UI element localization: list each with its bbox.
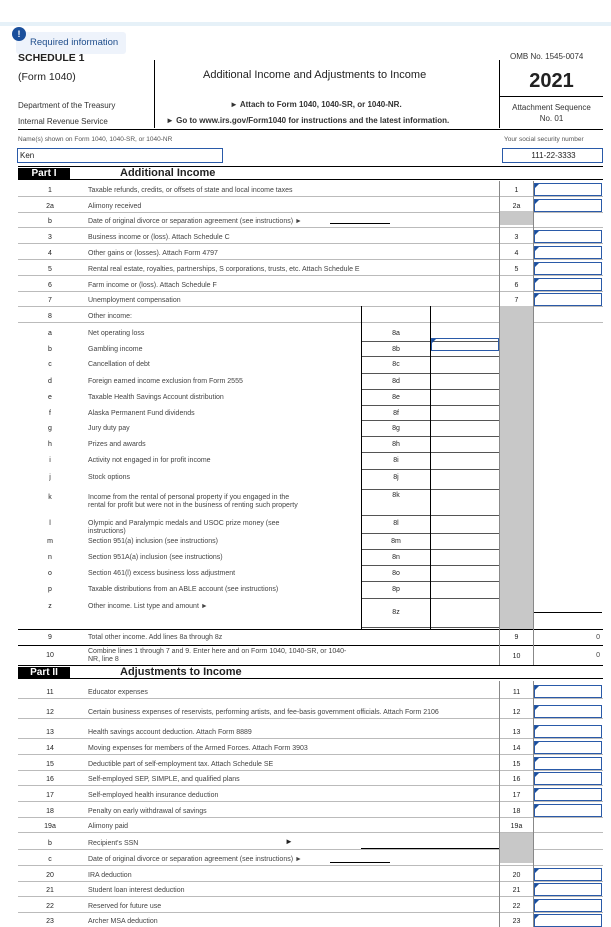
- line-9-num: 9: [48, 634, 52, 641]
- box-21: 21: [512, 887, 521, 894]
- schedule-label: SCHEDULE 1: [18, 52, 85, 62]
- subbox-8l: 8l: [393, 520, 399, 527]
- amount-input-7[interactable]: [534, 293, 602, 306]
- subline-letter: b: [48, 346, 52, 353]
- amount-input-3[interactable]: [534, 230, 602, 243]
- amount-input-1[interactable]: [534, 183, 602, 196]
- line-text: Reserved for future use: [88, 903, 162, 910]
- subline-text: Activity not engaged in for profit income: [88, 457, 211, 464]
- subline-text: Section 461(l) excess business loss adjustment: [88, 570, 236, 577]
- subbox-8g: 8g: [392, 425, 400, 432]
- line-text: Certain business expenses of reservists, performing artists, and fee-basis government officials. Attach Form 2106: [88, 709, 439, 716]
- box-7: 7: [514, 297, 519, 304]
- amount-input-13[interactable]: [534, 725, 602, 738]
- line-num: 11: [46, 689, 54, 696]
- line-num: 8: [48, 313, 52, 320]
- subbox-8a: 8a: [392, 330, 400, 337]
- subline-letter: j: [49, 474, 51, 481]
- subline-text: Section 951A(a) inclusion (see instructions): [88, 554, 223, 561]
- part2-title: Adjustments to Income: [120, 666, 242, 678]
- part1-title: Additional Income: [120, 167, 216, 179]
- line-text: Unemployment compensation: [88, 297, 181, 304]
- line-num: 16: [46, 776, 54, 783]
- shade-19b-c: [500, 833, 533, 863]
- line-text: Other gains or (losses). Attach Form 4797: [88, 250, 218, 257]
- subbox-8o: 8o: [392, 570, 400, 577]
- name-label: Name(s) shown on Form 1040, 1040-SR, or 1040-NR: [18, 136, 173, 143]
- line-num: 5: [48, 266, 52, 273]
- subline-text: Net operating loss: [88, 330, 145, 337]
- subline-text: Jury duty pay: [88, 425, 130, 432]
- subbox-8n: 8n: [392, 554, 400, 561]
- required-info-badge[interactable]: Required information: [16, 32, 126, 54]
- line-text: Recipient's SSN: [88, 840, 139, 847]
- amount-input-17[interactable]: [534, 788, 602, 801]
- box-19a: 19a: [510, 823, 523, 830]
- subline-text: Olympic and Paralympic medals and USOC prize money (see instructions): [88, 520, 280, 535]
- line-num: 7: [48, 297, 52, 304]
- line-10-text: Combine lines 1 through 7 and 9. Enter here and on Form 1040, 1040-SR, or 1040-NR, line 8: [88, 648, 347, 663]
- subbox-8d: 8d: [392, 378, 400, 385]
- line-num: b: [48, 218, 52, 225]
- line-text: Alimony paid: [88, 823, 129, 830]
- box-11: 11: [512, 689, 521, 696]
- line-num: 14: [46, 745, 54, 752]
- subbox-8e: 8e: [392, 394, 400, 401]
- line-text: Student loan interest deduction: [88, 887, 185, 894]
- box-20: 20: [512, 872, 521, 879]
- subline-letter: n: [48, 554, 52, 561]
- box-6: 6: [514, 282, 519, 289]
- line-num: 3: [48, 234, 52, 241]
- subline-text: Section 951(a) inclusion (see instructions): [88, 538, 218, 545]
- line-9-value: 0: [596, 634, 600, 641]
- box-23: 23: [512, 918, 521, 925]
- line-text: Alimony received: [88, 203, 142, 210]
- line-text: Health savings account deduction. Attach Form 8889: [88, 729, 252, 736]
- box-3: 3: [514, 234, 519, 241]
- top-bar: [0, 22, 611, 26]
- line-text: Date of original divorce or separation agreement (see instructions) ►: [88, 218, 302, 225]
- line-num: 23: [46, 918, 54, 925]
- box-16: 16: [512, 776, 521, 783]
- subline-letter: m: [47, 538, 53, 545]
- line-text: Educator expenses: [88, 689, 148, 696]
- line-text: Rental real estate, royalties, partnerships, S corporations, trusts, etc. Attach Schedule E: [88, 266, 360, 273]
- box-5: 5: [514, 266, 519, 273]
- line-num: 4: [48, 250, 52, 257]
- line-text: Date of original divorce or separation agreement (see instructions) ►: [88, 856, 302, 863]
- box-9: 9: [514, 634, 519, 641]
- line-num: 17: [46, 792, 54, 799]
- ssn-label: Your social security number: [504, 136, 584, 143]
- line-text: Archer MSA deduction: [88, 918, 158, 925]
- part2-label: Part II: [18, 667, 70, 679]
- box-14: 14: [512, 745, 521, 752]
- amount-input-15[interactable]: [534, 757, 602, 770]
- amount-input-12[interactable]: [534, 705, 602, 718]
- subline-text: Other income. List type and amount ►: [88, 603, 208, 610]
- subline-letter: c: [48, 361, 52, 368]
- line-num: b: [48, 840, 52, 847]
- subline-text: Stock options: [88, 474, 131, 481]
- line-num: 15: [46, 761, 54, 768]
- subline-text: Taxable distributions from an ABLE account (see instructions): [88, 586, 279, 593]
- subbox-8z: 8z: [392, 609, 400, 616]
- line-text: Taxable refunds, credits, or offsets of state and local income taxes: [88, 187, 293, 194]
- subline-text: Cancellation of debt: [88, 361, 150, 368]
- line-num: 2a: [46, 203, 54, 210]
- line-text: Farm income or (loss). Attach Schedule F: [88, 282, 217, 289]
- subline-letter: k: [48, 494, 52, 501]
- subline-text: Foreign earned income exclusion from Form 2555: [88, 378, 243, 385]
- subline-letter: g: [48, 425, 52, 432]
- subbox-8k: 8k: [392, 492, 400, 499]
- name-input[interactable]: Ken: [17, 148, 223, 163]
- line-10-num: 10: [46, 652, 54, 659]
- subbox-8j: 8j: [393, 474, 399, 481]
- attach-instruction: ► Attach to Form 1040, 1040-SR, or 1040-NR.: [230, 100, 402, 109]
- subline-letter: i: [49, 457, 51, 464]
- goto-instruction: ► Go to www.irs.gov/Form1040 for instructions and the latest information.: [166, 116, 450, 125]
- amount-input-6[interactable]: [534, 278, 602, 291]
- amount-input-4[interactable]: [534, 246, 602, 259]
- line-num: 21: [46, 887, 54, 894]
- subline-text: Income from the rental of personal property if you engaged in the rental for profit but were not in the business of renting such property: [88, 494, 298, 509]
- line-text: Deductible part of self-employment tax. Attach Schedule SE: [88, 761, 274, 768]
- ssn-input[interactable]: 111-22-3333: [502, 148, 603, 163]
- sequence-no: No. 01: [539, 114, 564, 123]
- box-10: 10: [512, 653, 521, 660]
- form-title: Additional Income and Adjustments to Income: [203, 69, 427, 81]
- subline-letter: e: [48, 394, 52, 401]
- line-text: Self-employed SEP, SIMPLE, and qualified plans: [88, 776, 240, 783]
- subline-letter: a: [48, 330, 52, 337]
- amount-input-2a[interactable]: [534, 199, 602, 212]
- attachment-sequence: Attachment Sequence: [512, 103, 591, 112]
- subline-text: Gambling income: [88, 346, 143, 353]
- subbox-8h: 8h: [392, 441, 400, 448]
- subbox-8i: 8i: [393, 457, 399, 464]
- subbox-8p: 8p: [392, 586, 400, 593]
- subline-letter: d: [48, 378, 52, 385]
- line-num: 13: [46, 729, 54, 736]
- amount-input-18[interactable]: [534, 804, 602, 817]
- line-text: IRA deduction: [88, 872, 132, 879]
- subline-letter: z: [48, 603, 52, 610]
- omb-number: OMB No. 1545-0074: [510, 52, 584, 60]
- line-text: Self-employed health insurance deduction: [88, 792, 219, 799]
- part1-label: Part I: [18, 168, 70, 180]
- arrow-icon: ►: [285, 837, 293, 846]
- amount-input-23[interactable]: [534, 914, 602, 927]
- subline-letter: o: [48, 570, 52, 577]
- box-13: 13: [512, 729, 521, 736]
- line-num: 6: [48, 282, 52, 289]
- line-num: 19a: [44, 823, 56, 830]
- part1-header: [18, 168, 603, 180]
- subline-letter: f: [49, 410, 51, 417]
- line-num: 12: [46, 709, 54, 716]
- subbox-8f: 8f: [393, 410, 399, 417]
- subline-letter: h: [48, 441, 52, 448]
- line-text: Penalty on early withdrawal of savings: [88, 808, 207, 815]
- line-num: 18: [46, 808, 54, 815]
- subline-text: Taxable Health Savings Account distribution: [88, 394, 224, 401]
- line-num: 22: [46, 903, 54, 910]
- amount-input-14[interactable]: [534, 741, 602, 754]
- box-4: 4: [514, 250, 519, 257]
- box-22: 22: [512, 903, 521, 910]
- dept-label: Department of the Treasury: [18, 101, 116, 110]
- amount-input-22[interactable]: [534, 899, 602, 912]
- amount-input-8b[interactable]: [431, 338, 499, 351]
- box-12: 12: [512, 709, 521, 716]
- shade-2b: [500, 211, 533, 225]
- line-num: 20: [46, 872, 54, 879]
- subline-text: Alaska Permanent Fund dividends: [88, 410, 195, 417]
- form-label: (Form 1040): [18, 71, 76, 83]
- subline-letter: p: [48, 586, 52, 593]
- amount-input-20[interactable]: [534, 868, 602, 881]
- line-num: 1: [48, 187, 52, 194]
- irs-label: Internal Revenue Service: [18, 117, 108, 126]
- line-10-value: 0: [596, 652, 600, 659]
- line-text: Other income:: [88, 313, 132, 320]
- subline-letter: l: [49, 520, 51, 527]
- line-9-text: Total other income. Add lines 8a through 8z: [88, 634, 223, 641]
- part2-header: [18, 667, 603, 679]
- subbox-8m: 8m: [391, 538, 401, 545]
- info-icon: !: [12, 27, 26, 41]
- line-text: Moving expenses for members of the Armed Forces. Attach Form 3903: [88, 745, 308, 752]
- shade-line8: [500, 306, 533, 629]
- amount-input-21[interactable]: [534, 883, 602, 896]
- line-num: c: [48, 856, 52, 863]
- box-18: 18: [512, 808, 521, 815]
- subline-text: Prizes and awards: [88, 441, 146, 448]
- tax-year: 2021: [529, 70, 574, 92]
- box-1: 1: [514, 187, 519, 194]
- amount-input-5[interactable]: [534, 262, 602, 275]
- box-17: 17: [512, 792, 521, 799]
- box-15: 15: [512, 761, 521, 768]
- subbox-8c: 8c: [392, 361, 400, 368]
- amount-input-11[interactable]: [534, 685, 602, 698]
- subbox-8b: 8b: [392, 346, 400, 353]
- amount-input-16[interactable]: [534, 772, 602, 785]
- box-2a: 2a: [512, 203, 521, 210]
- line-text: Business income or (loss). Attach Schedule C: [88, 234, 230, 241]
